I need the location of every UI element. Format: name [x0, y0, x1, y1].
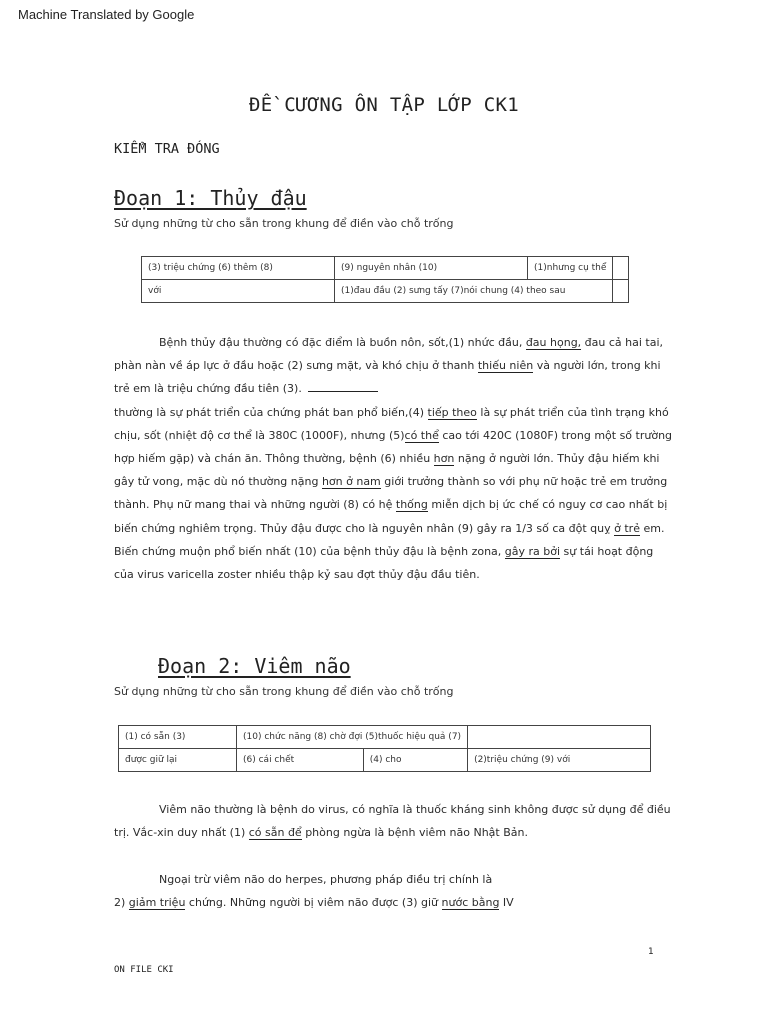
text-run: sự tái hoạt động của virus varicella zoster nhiều thập kỷ sau đợt thủy đậu đầu tiên.: [114, 544, 654, 582]
section1-heading-text: Đoạn 1: Thủy đậu: [114, 186, 307, 210]
section2-paragraph1: [114, 798, 674, 844]
section1-word-bank: [141, 256, 629, 303]
word-bank-row: [142, 280, 629, 303]
text-run: nặng ở người lớn. Thủy đậu hiếm khi gây tử vong, mặc dù nó thường nặng: [114, 452, 660, 489]
text-run: em. Biến chứng muộn phổ biến nhất (10) của bệnh thủy đậu là bệnh zona,: [114, 521, 665, 558]
machine-translated-banner: Machine Translated by Google: [18, 7, 195, 22]
word-bank-cell: (3) triệu chứng (6) thêm (8): [142, 257, 335, 280]
word-bank-cell: [613, 280, 629, 303]
word-bank-cell: [468, 726, 651, 749]
section2-paragraph2-line1: Ngoại trừ viêm não do herpes, phương pháp điều trị chính là: [159, 873, 493, 886]
underlined-answer: thiếu niên: [477, 359, 534, 373]
section2-heading-text: Đoạn 2: Viêm não: [158, 654, 351, 678]
underlined-answer: nước bằng: [441, 896, 500, 910]
text-run: là sự phát triển của tình trạng khó chịu, sốt (nhiệt độ cơ thể là 380C (1000F), nhưng (5): [114, 405, 669, 442]
page-number: 1: [648, 947, 654, 957]
underlined-answer: hơn ở nam: [321, 475, 381, 489]
text-run: IV: [499, 896, 514, 910]
word-bank-cell: [613, 257, 629, 280]
section2-paragraph1-text: [114, 798, 674, 844]
fill-blank: [308, 381, 378, 392]
underlined-answer: tiếp theo: [427, 405, 477, 419]
word-bank-cell: (2)triệu chứng (9) với: [468, 749, 651, 772]
text-run: thường là sự phát triển của chứng phát ban phổ biến,(4): [114, 405, 428, 419]
text-run: chứng. Những người bị viêm não được (3) giữ: [185, 896, 442, 910]
text-run: miễn dịch bị ức chế có nguy cơ cao nhất bị biến chứng nghiêm trọng. Thủy đậu được cho là nguyên nhân (9) gây ra 1/3 số ca đột quỵ: [114, 498, 668, 535]
document-subtitle: KIỂM TRA ĐÓNG: [114, 141, 220, 157]
text-run: phòng ngừa là bệnh viêm não Nhật Bản.: [301, 826, 528, 840]
underlined-answer: ở trẻ: [614, 521, 640, 535]
section2-instruction: Sử dụng những từ cho sẵn trong khung để điền vào chỗ trống: [114, 685, 454, 698]
word-bank-cell: (9) nguyên nhân (10): [335, 257, 528, 280]
text-run: Bệnh thủy đậu thường có đặc điểm là buồn nôn, sốt,(1) nhức đầu,: [159, 336, 526, 349]
word-bank-cell: (10) chức năng (8) chờ đợi (5)thuốc hiệu quả (7): [237, 726, 468, 749]
underlined-answer: gây ra bởi: [504, 544, 561, 558]
word-bank-cell: với: [142, 280, 335, 303]
document-title: ĐỀ CƯƠNG ÔN TẬP LỚP CK1: [249, 94, 519, 116]
underlined-answer: giảm triệu: [128, 896, 186, 910]
word-bank-cell: (1) có sẵn (3): [119, 726, 237, 749]
section1-paragraph: [114, 331, 674, 586]
section2-word-bank: [118, 725, 651, 772]
text-run: giới trưởng thành so với phụ nữ hoặc trẻ em trưởng thành. Phụ nữ mang thai và những người (8) có hệ: [114, 475, 668, 512]
word-bank-cell: (6) cái chết: [237, 749, 364, 772]
text-run: đau cả hai tai, phàn nàn về áp lực ở đầu hoặc (2) sưng mặt, và khó chịu ở thanh: [114, 336, 664, 373]
section1-heading: [114, 186, 307, 210]
page-footer: ON FILE CKI: [114, 965, 174, 975]
word-bank-row: [142, 257, 629, 280]
section2-paragraph2: [114, 868, 674, 914]
word-bank-row: [119, 749, 651, 772]
underlined-answer: thống: [395, 498, 428, 512]
underlined-answer: có sẵn để: [248, 826, 302, 840]
text-run: cao tới 420C (1080F) trong một số trường hợp hiếm gặp) và chán ăn. Thông thường, bệnh (6) nhiều: [114, 428, 673, 466]
text-run: 2): [114, 896, 129, 910]
underlined-answer: đau họng,: [525, 336, 582, 349]
section2-heading: [158, 654, 351, 678]
underlined-answer: hơn: [433, 452, 455, 466]
word-bank-cell: (1)đau đầu (2) sưng tấy (7)nói chung (4) theo sau: [335, 280, 613, 303]
underlined-answer: có thể: [404, 428, 439, 442]
word-bank-cell: (1)nhưng cụ thể: [528, 257, 613, 280]
word-bank-cell: được giữ lại: [119, 749, 237, 772]
section2-paragraph2-line2: [114, 891, 674, 914]
word-bank-row: [119, 726, 651, 749]
text-run: và người lớn, trong khi trẻ em là triệu chứng đầu tiên (3).: [114, 359, 661, 396]
word-bank-cell: (4) cho: [363, 749, 467, 772]
section1-instruction: Sử dụng những từ cho sẵn trong khung để điền vào chỗ trống: [114, 217, 454, 230]
section1-paragraph-text: [114, 331, 674, 586]
text-run: Viêm não thường là bệnh do virus, có nghĩa là thuốc kháng sinh không được sử dụng để điều trị. Vắc-xin duy nhất (1): [114, 803, 671, 840]
